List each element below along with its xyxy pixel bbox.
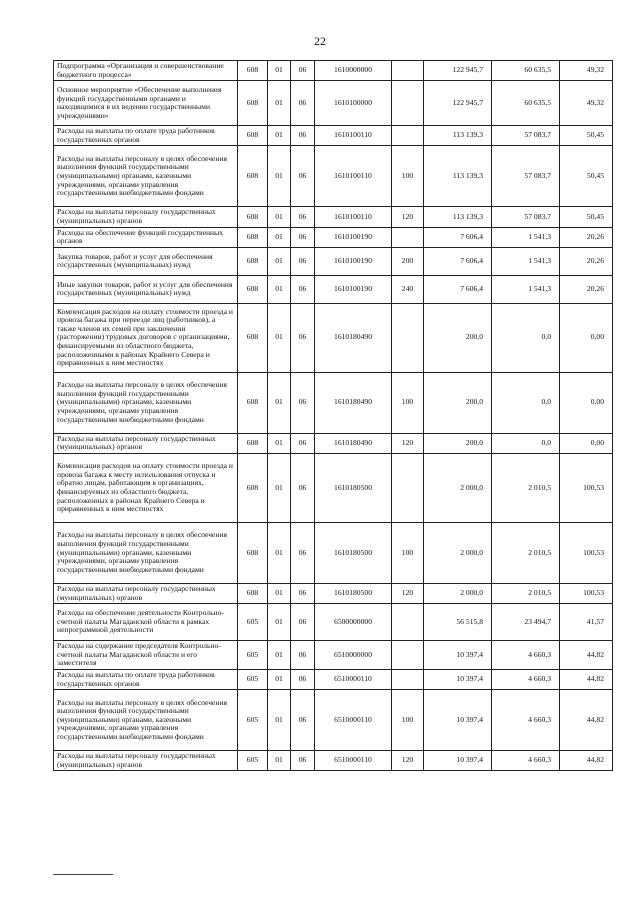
expense-type-code: [392, 453, 424, 522]
table-row: [54, 126, 613, 146]
actual-amount: 2 010,5: [492, 453, 560, 522]
expense-type-code: [392, 669, 424, 689]
subsection-code: 06: [291, 522, 315, 583]
expense-type-code: 120: [392, 751, 424, 771]
expense-type-code: [392, 61, 424, 81]
execution-percent: 0,00: [560, 433, 613, 453]
actual-amount: 1 541,3: [492, 247, 560, 275]
planned-amount: 200,0: [424, 433, 492, 453]
subsection-code: 06: [291, 146, 315, 207]
table-row: [54, 641, 613, 670]
target-article-code: 6500000000: [315, 604, 392, 641]
section-code: 01: [268, 522, 291, 583]
grbs-code: 605: [238, 690, 268, 751]
grbs-code: 608: [238, 247, 268, 275]
execution-percent: 100,53: [560, 522, 613, 583]
section-code: 01: [268, 669, 291, 689]
execution-percent: 50,45: [560, 207, 613, 227]
row-name: Основное мероприятие «Обеспечение выполнения функций государственными органами и находящимися в их ведении государственными учреждениями»: [54, 81, 238, 126]
subsection-code: 06: [291, 303, 315, 372]
subsection-code: 06: [291, 751, 315, 771]
subsection-code: 06: [291, 453, 315, 522]
planned-amount: 113 139,3: [424, 207, 492, 227]
execution-percent: 0,00: [560, 372, 613, 433]
table-row: [54, 207, 613, 227]
planned-amount: 7 606,4: [424, 227, 492, 247]
grbs-code: 608: [238, 61, 268, 81]
expense-type-code: 100: [392, 146, 424, 207]
row-name: Расходы на выплаты персоналу государственных (муниципальных) органов: [54, 207, 238, 227]
execution-percent: 100,53: [560, 583, 613, 603]
planned-amount: 200,0: [424, 372, 492, 433]
grbs-code: 605: [238, 604, 268, 641]
table-row: [54, 453, 613, 522]
expense-type-code: [392, 81, 424, 126]
planned-amount: 122 945,7: [424, 61, 492, 81]
expense-type-code: [392, 227, 424, 247]
actual-amount: 57 083,7: [492, 146, 560, 207]
section-code: 01: [268, 227, 291, 247]
planned-amount: 10 397,4: [424, 641, 492, 670]
planned-amount: 10 397,4: [424, 669, 492, 689]
subsection-code: 06: [291, 275, 315, 303]
actual-amount: 60 635,5: [492, 61, 560, 81]
grbs-code: 608: [238, 275, 268, 303]
grbs-code: 608: [238, 453, 268, 522]
expense-type-code: 240: [392, 275, 424, 303]
subsection-code: 06: [291, 641, 315, 670]
execution-percent: 44,82: [560, 641, 613, 670]
section-code: 01: [268, 303, 291, 372]
grbs-code: 608: [238, 522, 268, 583]
table-row: [54, 751, 613, 771]
target-article-code: 6510000110: [315, 669, 392, 689]
execution-percent: 50,45: [560, 126, 613, 146]
section-code: 01: [268, 690, 291, 751]
target-article-code: 1610100110: [315, 126, 392, 146]
table-row: [54, 146, 613, 207]
actual-amount: 23 494,7: [492, 604, 560, 641]
expense-type-code: [392, 604, 424, 641]
table-row: [54, 81, 613, 126]
execution-percent: 49,32: [560, 81, 613, 126]
target-article-code: 1610100000: [315, 81, 392, 126]
section-code: 01: [268, 275, 291, 303]
row-name: Расходы на выплаты персоналу государственных (муниципальных) органов: [54, 751, 238, 771]
section-code: 01: [268, 583, 291, 603]
actual-amount: 0,0: [492, 372, 560, 433]
expense-type-code: 100: [392, 690, 424, 751]
target-article-code: 1610180500: [315, 453, 392, 522]
actual-amount: 0,0: [492, 303, 560, 372]
execution-percent: 44,82: [560, 690, 613, 751]
execution-percent: 50,45: [560, 146, 613, 207]
execution-percent: 0,00: [560, 303, 613, 372]
section-code: 01: [268, 372, 291, 433]
expense-type-code: 100: [392, 522, 424, 583]
grbs-code: 605: [238, 641, 268, 670]
subsection-code: 06: [291, 433, 315, 453]
section-code: 01: [268, 207, 291, 227]
table-row: [54, 275, 613, 303]
section-code: 01: [268, 247, 291, 275]
execution-percent: 49,32: [560, 61, 613, 81]
section-code: 01: [268, 61, 291, 81]
grbs-code: 608: [238, 81, 268, 126]
target-article-code: 1610180490: [315, 303, 392, 372]
footnote-rule: [53, 874, 113, 875]
target-article-code: 1610100110: [315, 146, 392, 207]
planned-amount: 122 945,7: [424, 81, 492, 126]
grbs-code: 608: [238, 207, 268, 227]
row-name: Расходы на выплаты персоналу в целях обеспечения выполнения функций государственными (муниципальными) органами, казенными учреждениями, органами управления государственными внебюджетными фондами: [54, 522, 238, 583]
actual-amount: 4 660,3: [492, 690, 560, 751]
row-name: Подпрограмма «Организация и совершенствование бюджетного процесса»: [54, 61, 238, 81]
grbs-code: 608: [238, 126, 268, 146]
subsection-code: 06: [291, 61, 315, 81]
execution-percent: 41,57: [560, 604, 613, 641]
subsection-code: 06: [291, 247, 315, 275]
planned-amount: 10 397,4: [424, 751, 492, 771]
expense-type-code: [392, 641, 424, 670]
expense-type-code: 120: [392, 583, 424, 603]
planned-amount: 113 139,3: [424, 126, 492, 146]
row-name: Расходы на выплаты персоналу государственных (муниципальных) органов: [54, 433, 238, 453]
actual-amount: 1 541,3: [492, 227, 560, 247]
planned-amount: 200,0: [424, 303, 492, 372]
execution-percent: 44,82: [560, 751, 613, 771]
grbs-code: 605: [238, 669, 268, 689]
expense-type-code: 200: [392, 247, 424, 275]
target-article-code: 1610100190: [315, 275, 392, 303]
planned-amount: 113 139,3: [424, 146, 492, 207]
execution-percent: 20,26: [560, 227, 613, 247]
grbs-code: 608: [238, 227, 268, 247]
subsection-code: 06: [291, 227, 315, 247]
planned-amount: 2 000,0: [424, 522, 492, 583]
subsection-code: 06: [291, 604, 315, 641]
expense-type-code: 120: [392, 433, 424, 453]
grbs-code: 608: [238, 433, 268, 453]
target-article-code: 6510000110: [315, 690, 392, 751]
planned-amount: 7 606,4: [424, 275, 492, 303]
table-row: [54, 61, 613, 81]
planned-amount: 10 397,4: [424, 690, 492, 751]
target-article-code: 1610000000: [315, 61, 392, 81]
table-row: [54, 372, 613, 433]
table-row: [54, 522, 613, 583]
row-name: Закупка товаров, работ и услуг для обеспечения государственных (муниципальных) нужд: [54, 247, 238, 275]
grbs-code: 608: [238, 583, 268, 603]
actual-amount: 0,0: [492, 433, 560, 453]
row-name: Иные закупки товаров, работ и услуг для обеспечения государственных (муниципальных) нужд: [54, 275, 238, 303]
row-name: Расходы на обеспечение функций государственных органов: [54, 227, 238, 247]
actual-amount: 57 083,7: [492, 207, 560, 227]
row-name: Расходы на выплаты персоналу в целях обеспечения выполнения функций государственными (муниципальными) органами, казенными учреждениями, органами управления государственными внебюджетными фондами: [54, 690, 238, 751]
actual-amount: 57 083,7: [492, 126, 560, 146]
execution-percent: 20,26: [560, 247, 613, 275]
grbs-code: 608: [238, 372, 268, 433]
target-article-code: 6510000000: [315, 641, 392, 670]
actual-amount: 2 010,5: [492, 583, 560, 603]
section-code: 01: [268, 604, 291, 641]
target-article-code: 1610100110: [315, 207, 392, 227]
actual-amount: 2 010,5: [492, 522, 560, 583]
actual-amount: 4 660,3: [492, 669, 560, 689]
row-name: Расходы на обеспечение деятельности Контрольно-счетной палаты Магаданской области в рамках непрограммной деятельности: [54, 604, 238, 641]
row-name: Расходы на выплаты персоналу в целях обеспечения выполнения функций государственными (муниципальными) органами, казенными учреждениями, органами управления государственными внебюджетными фондами: [54, 372, 238, 433]
table-row: [54, 690, 613, 751]
row-name: Компенсация расходов на оплату стоимости проезда и провоза багажа при переезде лиц (работников), а также членов их семей при заключении (расторжении) трудовых договоров с организациями, финансируемыми из областного бюджета, расположенными в районах Крайнего Севера и приравненных к ним местностях: [54, 303, 238, 372]
page-number: 22: [314, 34, 326, 48]
subsection-code: 06: [291, 126, 315, 146]
section-code: 01: [268, 751, 291, 771]
table-row: [54, 303, 613, 372]
section-code: 01: [268, 126, 291, 146]
target-article-code: 1610180490: [315, 372, 392, 433]
section-code: 01: [268, 81, 291, 126]
table-row: [54, 433, 613, 453]
budget-table: [53, 60, 613, 771]
section-code: 01: [268, 453, 291, 522]
expense-type-code: [392, 126, 424, 146]
section-code: 01: [268, 146, 291, 207]
subsection-code: 06: [291, 81, 315, 126]
subsection-code: 06: [291, 583, 315, 603]
actual-amount: 1 541,3: [492, 275, 560, 303]
table-row: [54, 669, 613, 689]
subsection-code: 06: [291, 669, 315, 689]
grbs-code: 608: [238, 303, 268, 372]
expense-type-code: [392, 303, 424, 372]
expense-type-code: 100: [392, 372, 424, 433]
target-article-code: 6510000110: [315, 751, 392, 771]
actual-amount: 4 660,3: [492, 641, 560, 670]
execution-percent: 100,53: [560, 453, 613, 522]
subsection-code: 06: [291, 372, 315, 433]
target-article-code: 1610180500: [315, 583, 392, 603]
section-code: 01: [268, 433, 291, 453]
expense-type-code: 120: [392, 207, 424, 227]
section-code: 01: [268, 641, 291, 670]
target-article-code: 1610180490: [315, 433, 392, 453]
planned-amount: 56 515,8: [424, 604, 492, 641]
table-row: [54, 247, 613, 275]
table-row: [54, 227, 613, 247]
row-name: Расходы на выплаты по оплате труда работников государственных органов: [54, 669, 238, 689]
row-name: Расходы на выплаты персоналу в целях обеспечения выполнения функций государственными (муниципальными) органами, казенными учреждениями, органами управления государственными внебюджетными фондами: [54, 146, 238, 207]
table-row: [54, 604, 613, 641]
target-article-code: 1610100190: [315, 247, 392, 275]
row-name: Расходы на выплаты по оплате труда работников государственных органов: [54, 126, 238, 146]
planned-amount: 7 606,4: [424, 247, 492, 275]
subsection-code: 06: [291, 690, 315, 751]
row-name: Расходы на содержание председателя Контрольно-счетной палаты Магаданской области и его заместителя: [54, 641, 238, 670]
execution-percent: 20,26: [560, 275, 613, 303]
actual-amount: 4 660,3: [492, 751, 560, 771]
target-article-code: 1610180500: [315, 522, 392, 583]
execution-percent: 44,82: [560, 669, 613, 689]
target-article-code: 1610100190: [315, 227, 392, 247]
table-row: [54, 583, 613, 603]
row-name: Компенсация расходов на оплату стоимости проезда и провоза багажа к месту использования отпуска и обратно лицам, работающим в организациях, финансируемых из областного бюджета, расположенных в районах Крайнего Севера и приравненных к ним местностях: [54, 453, 238, 522]
grbs-code: 608: [238, 146, 268, 207]
grbs-code: 605: [238, 751, 268, 771]
planned-amount: 2 000,0: [424, 583, 492, 603]
planned-amount: 2 000,0: [424, 453, 492, 522]
row-name: Расходы на выплаты персоналу государственных (муниципальных) органов: [54, 583, 238, 603]
actual-amount: 60 635,5: [492, 81, 560, 126]
subsection-code: 06: [291, 207, 315, 227]
